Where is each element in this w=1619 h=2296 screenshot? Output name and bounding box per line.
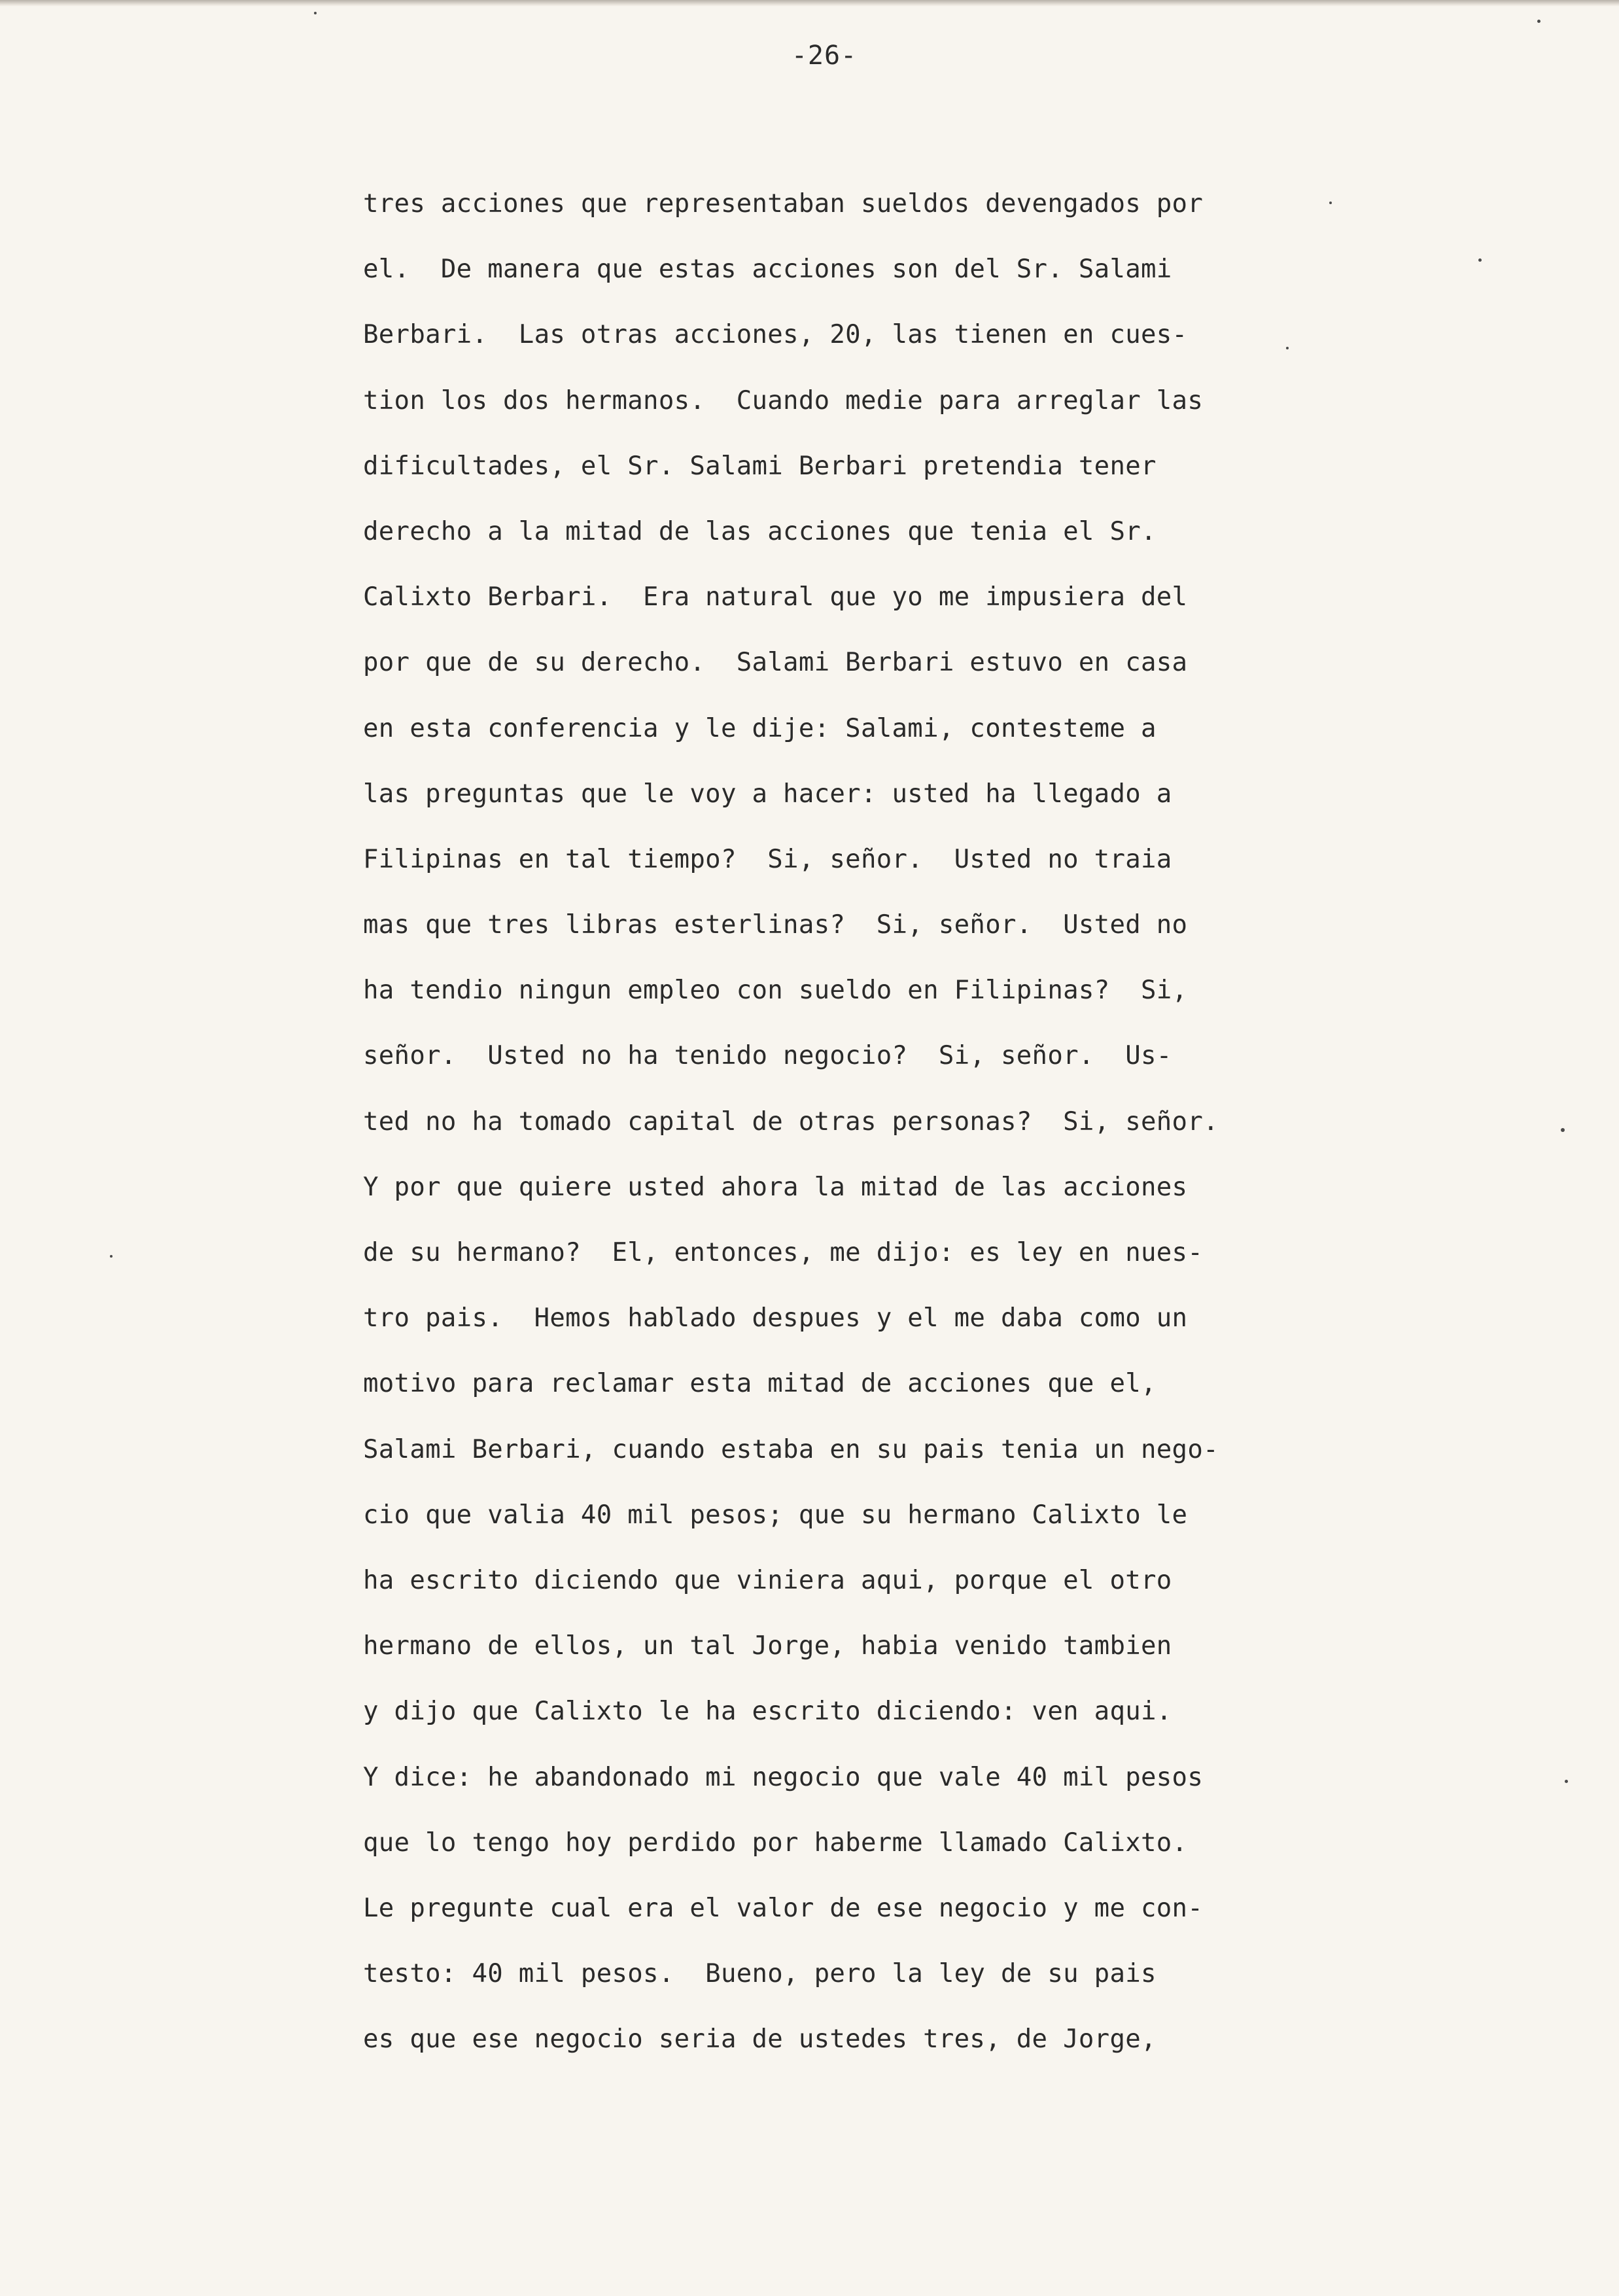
scan-speck	[1565, 1780, 1568, 1783]
page-number: -26-	[791, 41, 858, 71]
text-line: y dijo que Calixto le ha escrito diciendo: ven aqui.	[363, 1697, 1172, 1727]
text-line: tres acciones que representaban sueldos devengados por	[363, 189, 1204, 219]
text-line: que lo tengo hoy perdido por haberme llamado Calixto.	[363, 1828, 1188, 1858]
text-line: de su hermano? El, entonces, me dijo: es ley en nues-	[363, 1238, 1204, 1267]
scan-speck	[1537, 20, 1541, 23]
text-line: por que de su derecho. Salami Berbari estuvo en casa	[363, 648, 1188, 678]
page-top-edge	[0, 0, 1619, 7]
text-line: motivo para reclamar esta mitad de acciones que el,	[363, 1369, 1157, 1399]
scan-speck	[1286, 347, 1289, 349]
text-line: dificultades, el Sr. Salami Berbari pretendia tener	[363, 451, 1157, 481]
text-line: Filipinas en tal tiempo? Si, señor. Usted no traia	[363, 844, 1172, 874]
text-line: ha tendio ningun empleo con sueldo en Filipinas? Si,	[363, 976, 1188, 1006]
text-line: las preguntas que le voy a hacer: usted ha llegado a	[363, 779, 1172, 809]
text-line: en esta conferencia y le dije: Salami, contesteme a	[363, 713, 1157, 743]
scan-speck	[1478, 258, 1482, 262]
text-line: Y dice: he abandonado mi negocio que vale 40 mil pesos	[363, 1762, 1204, 1792]
scan-speck	[1561, 1128, 1565, 1132]
text-line: Salami Berbari, cuando estaba en su pais tenia un nego-	[363, 1434, 1219, 1464]
text-line: ted no ha tomado capital de otras personas? Si, señor.	[363, 1106, 1219, 1137]
text-line: Berbari. Las otras acciones, 20, las tienen en cues-	[363, 320, 1188, 350]
text-line: testo: 40 mil pesos. Bueno, pero la ley de su pais	[363, 1959, 1157, 1989]
text-line: tion los dos hermanos. Cuando medie para arreglar las	[363, 385, 1204, 415]
text-line: mas que tres libras esterlinas? Si, señor. Usted no	[363, 910, 1188, 940]
text-line: hermano de ellos, un tal Jorge, habia venido tambien	[363, 1631, 1172, 1661]
text-line: Y por que quiere usted ahora la mitad de las acciones	[363, 1172, 1188, 1202]
text-line: tro pais. Hemos hablado despues y el me daba como un	[363, 1303, 1188, 1333]
text-line: Le pregunte cual era el valor de ese negocio y me con-	[363, 1893, 1204, 1923]
scan-speck	[1329, 202, 1332, 204]
scan-speck	[314, 12, 317, 14]
text-line: el. De manera que estas acciones son del Sr. Salami	[363, 255, 1172, 285]
text-line: Calixto Berbari. Era natural que yo me impusiera del	[363, 582, 1188, 612]
text-line: ha escrito diciendo que viniera aqui, porque el otro	[363, 1565, 1172, 1595]
text-line: cio que valia 40 mil pesos; que su hermano Calixto le	[363, 1500, 1188, 1530]
text-line: derecho a la mitad de las acciones que tenia el Sr.	[363, 516, 1157, 546]
body-text	[363, 171, 1331, 2072]
scan-speck	[110, 1255, 113, 1258]
text-line: señor. Usted no ha tenido negocio? Si, señor. Us-	[363, 1041, 1172, 1071]
text-line: es que ese negocio seria de ustedes tres, de Jorge,	[363, 2024, 1157, 2055]
